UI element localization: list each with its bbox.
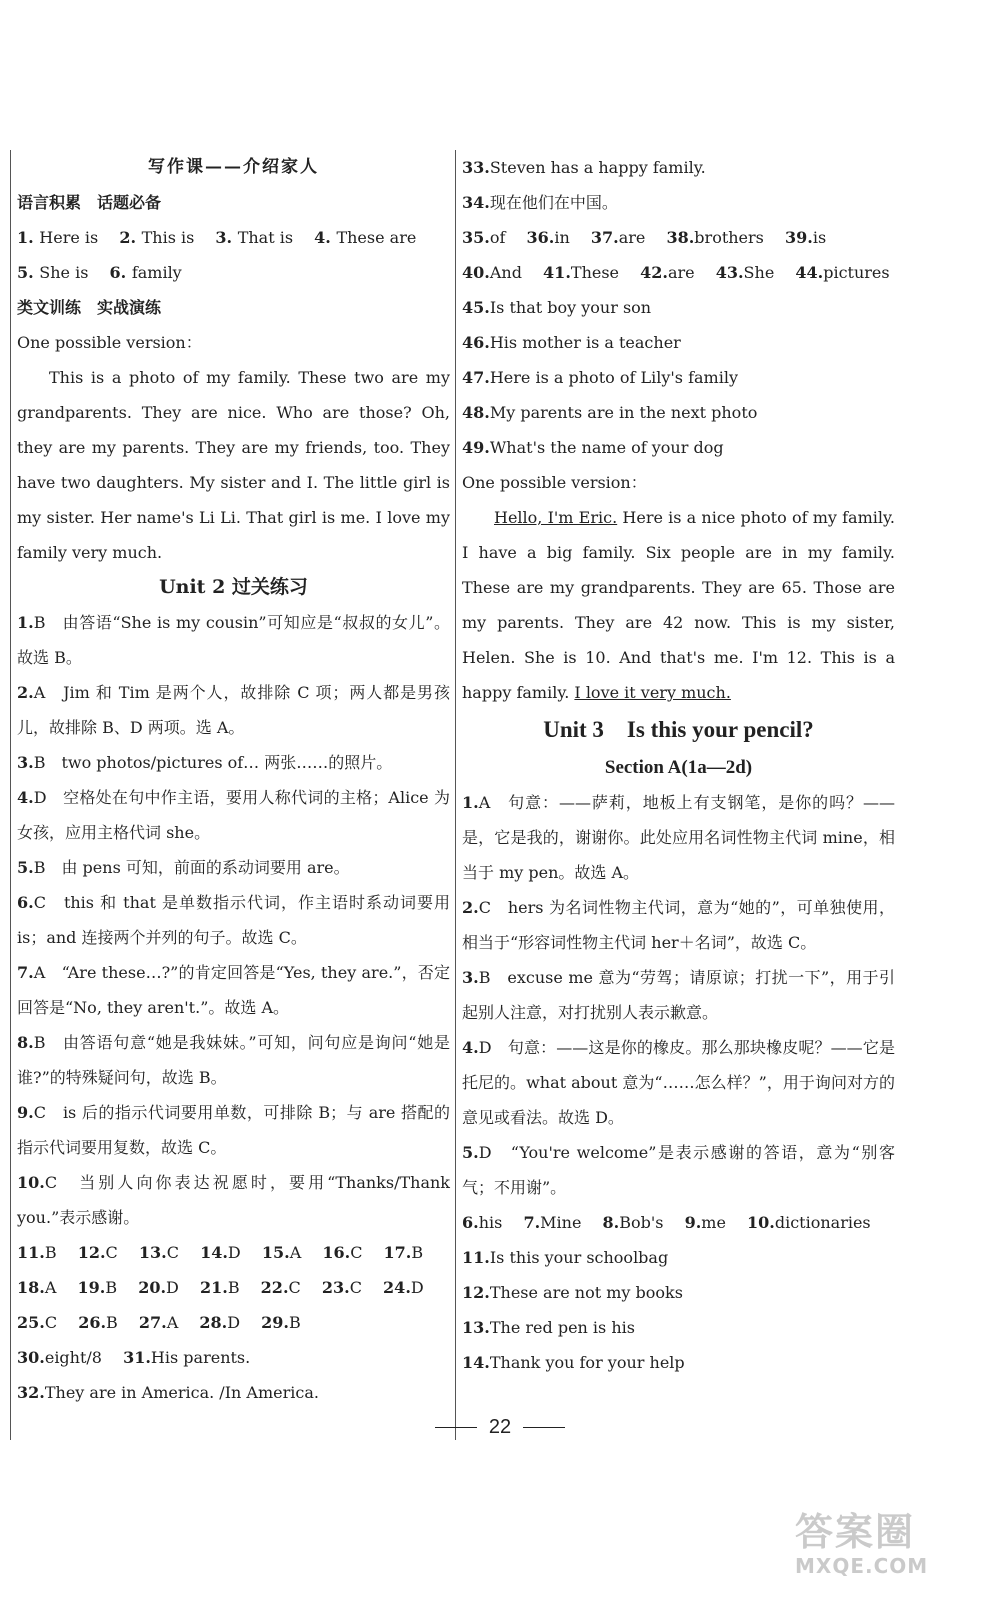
section-title: Section A(1a—2d) — [604, 757, 753, 778]
explanation: D 空格处在句中作主语，要用人称代词的主格；Alice 为女孩，应用主格代词 she。 — [17, 788, 450, 842]
answer: Steven has a happy family. — [489, 158, 706, 177]
answer: D — [227, 1243, 241, 1262]
unit2-title: Unit 2 过关练习 — [159, 576, 308, 598]
item-number: 37. — [590, 228, 619, 247]
explain-item-3 — [17, 745, 450, 780]
item-number: 10. — [747, 1213, 775, 1232]
item-number: 39. — [784, 228, 813, 247]
explanation: D 句意：——这是你的橡皮。那么那块橡皮呢？——它是托尼的。what about 意为“……怎么样？”，用于询问对方的意见或看法。故选 D。 — [462, 1038, 895, 1127]
item-number: 1. — [462, 793, 479, 812]
explain-item-4 — [462, 1030, 895, 1135]
item-number: 8. — [602, 1213, 620, 1232]
answer-row-49 — [462, 430, 895, 465]
item-number: 32. — [17, 1383, 45, 1402]
item-number: 11. — [462, 1248, 490, 1267]
answer: His parents. — [150, 1348, 251, 1367]
essay-body: Here is a nice photo of my family. I have a big family. Six people are in my family. These are my grandparents. They are 65. Those are my parents. They are 42 now. This is my sister, Helen. She is 10. And that's me. I'm 12. This is a happy family. — [462, 508, 895, 702]
unit3-title: Unit 3 Is this your pencil? — [543, 717, 814, 742]
answer-row-13 — [462, 1310, 895, 1345]
item-number: 2. — [17, 683, 34, 702]
answer-row-30-31 — [17, 1340, 450, 1375]
answer: C — [44, 1313, 58, 1332]
item-number: 1. — [17, 613, 34, 632]
item-number: 22. — [260, 1278, 289, 1297]
answer-row-47 — [462, 360, 895, 395]
item-number: 2. — [119, 228, 142, 247]
item-number: 12. — [77, 1243, 106, 1262]
explanation: C this 和 that 是单数指示代词，作主语时系动词要用 is；and 连接两个并列的句子。故选 C。 — [17, 893, 450, 947]
answer: These — [570, 263, 620, 282]
answer-row-45 — [462, 290, 895, 325]
explanation: C 当别人向你表达祝愿时，要用“Thanks/Thank you.”表示感谢。 — [17, 1173, 450, 1227]
explanation: C hers 为名词性物主代词，意为“她的”，可单独使用，相当于“形容词性物主代词 her＋名词”，故选 C。 — [462, 898, 895, 952]
item-number: 5. — [17, 263, 40, 282]
item-number: 5. — [462, 1143, 479, 1162]
answer: What's the name of your dog — [489, 438, 724, 457]
answer: B — [289, 1313, 301, 1332]
answer: me — [701, 1213, 726, 1232]
item-number: 45. — [462, 298, 490, 317]
answer: And — [489, 263, 522, 282]
answer: Is this your schoolbag — [489, 1248, 669, 1267]
page-footer — [0, 1416, 1000, 1439]
item-number: 34. — [462, 193, 490, 212]
item-number: 1. — [17, 228, 40, 247]
item-number: 19. — [77, 1278, 106, 1297]
item-number: 35. — [462, 228, 490, 247]
answer: 现在他们在中国。 — [489, 193, 618, 212]
item-number: 9. — [17, 1103, 34, 1122]
item-number: 24. — [383, 1278, 411, 1297]
answer: D — [227, 1313, 241, 1332]
answer: This is — [141, 228, 195, 247]
item-number: 21. — [199, 1278, 228, 1297]
answer: are — [667, 263, 695, 282]
left-column — [10, 150, 450, 1440]
answer: C — [105, 1243, 118, 1262]
explanation: C is 后的指示代词要用单数，可排除 B；与 are 搭配的指示代词要用复数，故选 C。 — [17, 1103, 450, 1157]
item-number: 3. — [215, 228, 238, 247]
item-number: 29. — [261, 1313, 289, 1332]
explain-item-5 — [17, 850, 450, 885]
explanation: D “You're welcome”是表示感谢的答语，意为“别客气；不用谢”。 — [462, 1143, 895, 1197]
answer: That is — [237, 228, 294, 247]
answer: They are in America. /In America. — [44, 1383, 319, 1402]
answer: His mother is a teacher — [489, 333, 681, 352]
explain-item-10 — [17, 1165, 450, 1235]
answer-row-1-4 — [17, 220, 450, 255]
explanation: A “Are these…?”的肯定回答是“Yes, they are.”，否定回答是“No, they aren't.”。故选 A。 — [17, 963, 450, 1017]
version-label: One possible version： — [17, 333, 202, 352]
item-number: 15. — [261, 1243, 290, 1262]
item-number: 17. — [383, 1243, 412, 1262]
answer: The red pen is his — [489, 1318, 635, 1337]
item-number: 7. — [523, 1213, 541, 1232]
item-number: 13. — [138, 1243, 167, 1262]
answer: A — [166, 1313, 179, 1332]
item-number: 4. — [314, 228, 337, 247]
answer-row-14 — [462, 1345, 895, 1380]
explain-item-1 — [462, 785, 895, 890]
answer-row-46 — [462, 325, 895, 360]
item-number: 9. — [684, 1213, 702, 1232]
answer-row-32 — [17, 1375, 450, 1410]
answer: Bob's — [619, 1213, 664, 1232]
answer-row-25-29 — [17, 1305, 450, 1340]
explain-item-7 — [17, 955, 450, 1025]
item-number: 12. — [462, 1283, 490, 1302]
item-number: 31. — [123, 1348, 151, 1367]
answer: Thank you for your help — [489, 1353, 685, 1372]
answer-row-6-10 — [462, 1205, 895, 1240]
item-number: 38. — [666, 228, 695, 247]
answer: A — [44, 1278, 57, 1297]
explanation: B two photos/pictures of… 两张……的照片。 — [33, 753, 393, 772]
answer-row-11-17 — [17, 1235, 450, 1270]
footer-rule-left — [435, 1427, 477, 1428]
explain-item-2 — [17, 675, 450, 745]
item-number: 18. — [17, 1278, 45, 1297]
answer-row-11 — [462, 1240, 895, 1275]
item-number: 13. — [462, 1318, 490, 1337]
answer: brothers — [694, 228, 764, 247]
answer: in — [554, 228, 570, 247]
answer: B — [44, 1243, 57, 1262]
explain-item-4 — [17, 780, 450, 850]
item-number: 27. — [138, 1313, 167, 1332]
explanation: B 由答语句意“她是我妹妹。”可知，问句应是询问“她是谁?”的特殊疑问句，故选 B。 — [17, 1033, 450, 1087]
answer: My parents are in the next photo — [489, 403, 758, 422]
answer: are — [618, 228, 646, 247]
language-heading: 语言积累 话题必备 — [17, 193, 162, 212]
explanation: A Jim 和 Tim 是两个人，故排除 C 项；两人都是男孩儿，故排除 B、D 两项。选 A。 — [17, 683, 450, 737]
item-number: 20. — [138, 1278, 167, 1297]
watermark-domain: MXQE.COM — [795, 1554, 929, 1578]
explain-item-5 — [462, 1135, 895, 1205]
watermark-text: 答案圈 — [795, 1510, 916, 1554]
explanation: B 由答语“She is my cousin”可知应是“叔叔的女儿”。故选 B。 — [17, 613, 450, 667]
explain-item-8 — [17, 1025, 450, 1095]
item-number: 36. — [526, 228, 555, 247]
writing-lesson-title: 写作课——介绍家人 — [148, 157, 319, 177]
answer: Is that boy your son — [489, 298, 652, 317]
item-number: 41. — [543, 263, 571, 282]
item-number: 43. — [715, 263, 744, 282]
right-column — [455, 150, 895, 1440]
answer: is — [812, 228, 827, 247]
answer-row-35-39 — [462, 220, 895, 255]
item-number: 6. — [109, 263, 132, 282]
item-number: 14. — [200, 1243, 228, 1262]
item-number: 10. — [17, 1173, 45, 1192]
answer-row-5-6 — [17, 255, 450, 290]
footer-rule-right — [523, 1427, 565, 1428]
answer: dictionaries — [774, 1213, 871, 1232]
explain-item-6 — [17, 885, 450, 955]
item-number: 5. — [17, 858, 34, 877]
answer: A — [289, 1243, 302, 1262]
essay-ending: I love it very much. — [574, 683, 731, 702]
item-number: 2. — [462, 898, 479, 917]
answer: These are not my books — [489, 1283, 683, 1302]
version-label: One possible version： — [462, 473, 647, 492]
item-number: 23. — [321, 1278, 350, 1297]
explain-item-3 — [462, 960, 895, 1030]
item-number: 25. — [17, 1313, 45, 1332]
item-number: 30. — [17, 1348, 45, 1367]
item-number: 42. — [640, 263, 668, 282]
explanation: B 由 pens 可知，前面的系动词要用 are。 — [33, 858, 350, 877]
answer: Here is — [39, 228, 99, 247]
answer: B — [105, 1278, 118, 1297]
explanation: A 句意：——萨莉，地板上有支钢笔，是你的吗？——是，它是我的，谢谢你。此处应用名词性物主代词 mine，相当于 my pen。故选 A。 — [462, 793, 895, 882]
explain-item-9 — [17, 1095, 450, 1165]
item-number: 4. — [17, 788, 34, 807]
item-number: 26. — [78, 1313, 107, 1332]
item-number: 46. — [462, 333, 490, 352]
item-number: 4. — [462, 1038, 479, 1057]
item-number: 3. — [17, 753, 34, 772]
answer: She is — [39, 263, 89, 282]
item-number: 44. — [795, 263, 824, 282]
watermark-logo — [795, 1510, 985, 1590]
explanation: B excuse me 意为“劳驾；请原谅；打扰一下”，用于引起别人注意，对打扰别人表示歉意。 — [462, 968, 895, 1022]
answer-row-40-44 — [462, 255, 895, 290]
item-number: 49. — [462, 438, 490, 457]
answer: C — [349, 1278, 362, 1297]
answer: eight/8 — [44, 1348, 102, 1367]
explain-item-1 — [17, 605, 450, 675]
essay-opening: Hello, I'm Eric. — [494, 508, 618, 527]
page-number: 22 — [488, 1416, 512, 1438]
answer: C — [288, 1278, 301, 1297]
item-number: 3. — [462, 968, 479, 987]
item-number: 6. — [462, 1213, 479, 1232]
item-number: 47. — [462, 368, 490, 387]
answer: B — [106, 1313, 118, 1332]
answer: D — [410, 1278, 424, 1297]
item-number: 33. — [462, 158, 490, 177]
item-number: 16. — [322, 1243, 351, 1262]
item-number: 40. — [462, 263, 490, 282]
item-number: 8. — [17, 1033, 34, 1052]
answer: These are — [336, 228, 417, 247]
answer-row-12 — [462, 1275, 895, 1310]
item-number: 14. — [462, 1353, 490, 1372]
explain-item-2 — [462, 890, 895, 960]
item-number: 6. — [17, 893, 34, 912]
answer-row-48 — [462, 395, 895, 430]
answer: his — [478, 1213, 503, 1232]
answer-row-18-24 — [17, 1270, 450, 1305]
answer: D — [166, 1278, 179, 1297]
item-number: 28. — [199, 1313, 228, 1332]
answer: B — [411, 1243, 424, 1262]
answer: family — [131, 263, 182, 282]
answer: C — [350, 1243, 363, 1262]
training-heading: 类文训练 实战演练 — [17, 298, 162, 317]
answer: She — [743, 263, 775, 282]
sample-essay: This is a photo of my family. These two are my grandparents. They are nice. Who are those? Oh, they are my parents. They are my friends, too. They have two daughters. My sister and I. The little girl is my sister. Her name's Li Li. That girl is me. I love my family very much. — [17, 368, 450, 562]
answer: pictures — [823, 263, 890, 282]
answer: Mine — [540, 1213, 582, 1232]
answer: B — [227, 1278, 240, 1297]
answer: Here is a photo of Lily's family — [489, 368, 738, 387]
answer: C — [166, 1243, 179, 1262]
sample-essay — [462, 500, 895, 710]
answer: of — [489, 228, 506, 247]
answer-row-33 — [462, 150, 895, 185]
item-number: 7. — [17, 963, 34, 982]
answer-row-34 — [462, 185, 895, 220]
item-number: 11. — [17, 1243, 45, 1262]
item-number: 48. — [462, 403, 490, 422]
